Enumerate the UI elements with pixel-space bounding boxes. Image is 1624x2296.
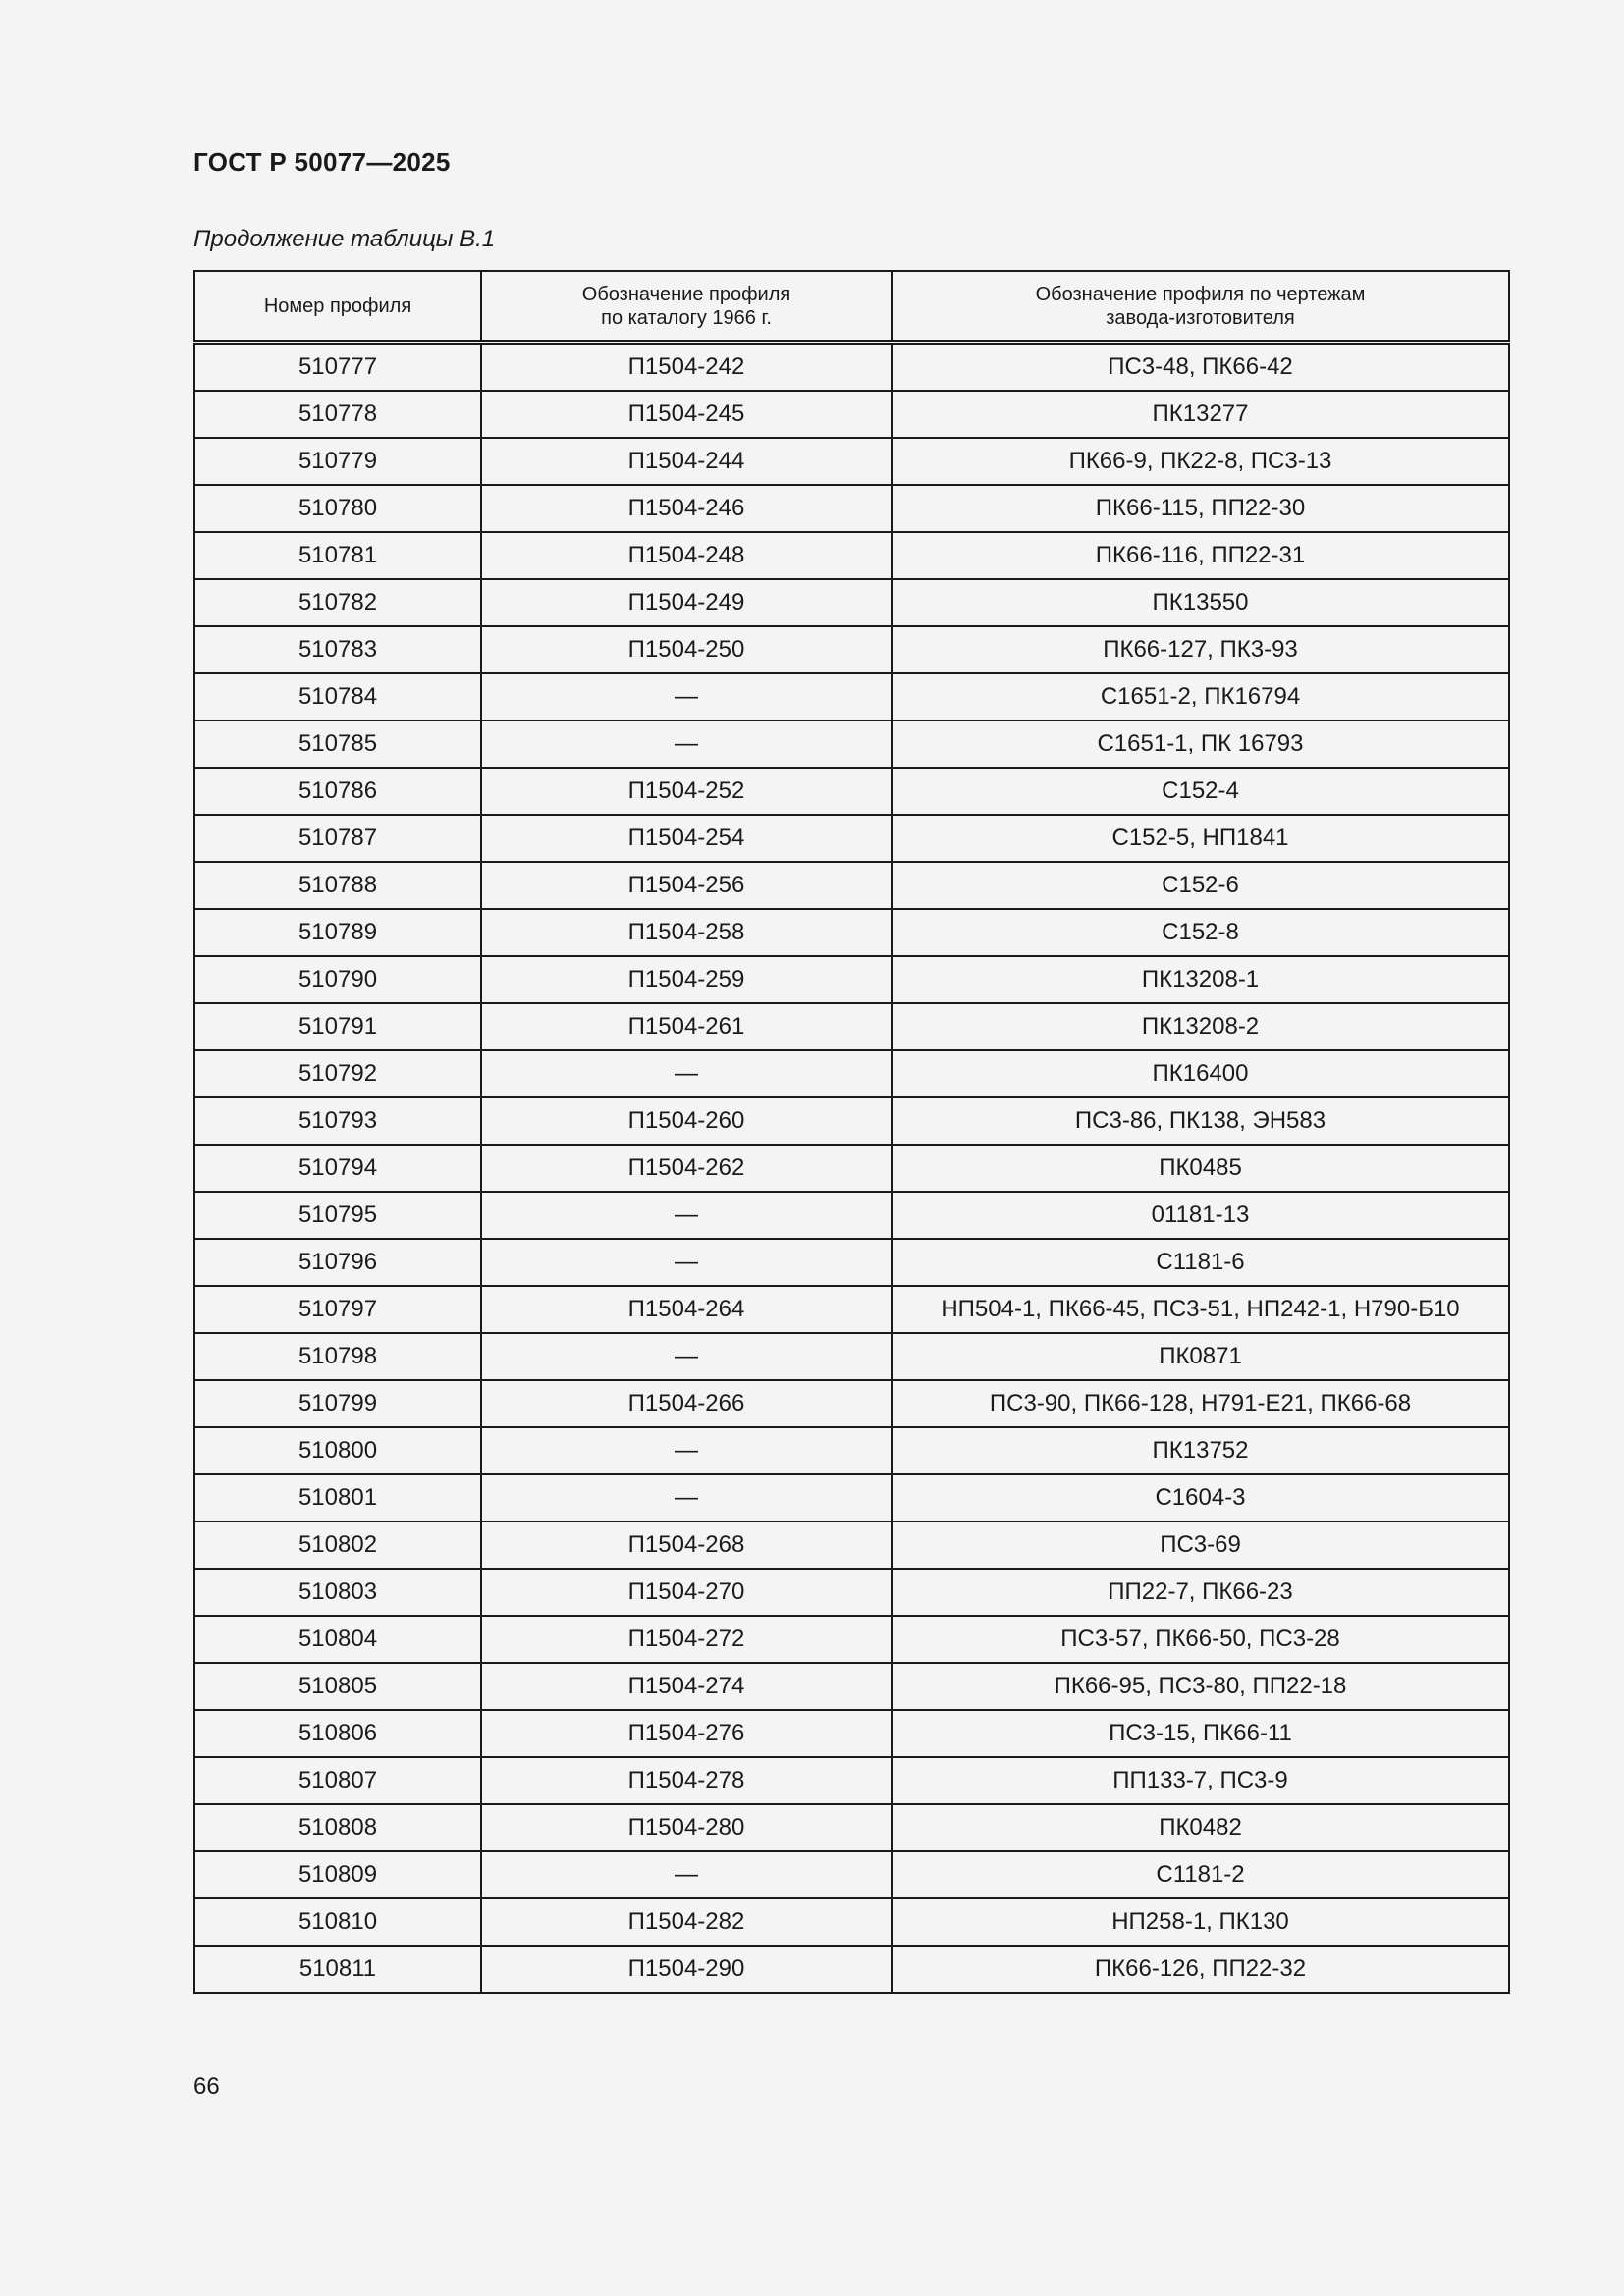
catalog-designation-cell: П1504-268 [481,1522,892,1569]
profile-number-cell: 510791 [194,1003,481,1050]
table-row [194,1003,1509,1050]
catalog-designation-cell: П1504-274 [481,1663,892,1710]
column-header-catalog-1966 [481,271,892,343]
factory-designation-cell: ПК0871 [892,1333,1509,1380]
table-row [194,1757,1509,1804]
catalog-designation-cell: — [481,1239,892,1286]
column-header-factory-drawing [892,271,1509,343]
profile-number-cell: 510800 [194,1427,481,1474]
profile-number-cell: 510809 [194,1851,481,1898]
catalog-designation-cell: П1504-242 [481,343,892,392]
factory-designation-cell: ПП22-7, ПК66-23 [892,1569,1509,1616]
factory-designation-cell: ПК16400 [892,1050,1509,1097]
catalog-designation-cell: П1504-260 [481,1097,892,1145]
profile-number-cell: 510796 [194,1239,481,1286]
profile-number-cell: 510804 [194,1616,481,1663]
factory-designation-cell: НП504-1, ПК66-45, ПС3-51, НП242-1, Н790-Б10 [892,1286,1509,1333]
factory-designation-cell: 01181-13 [892,1192,1509,1239]
catalog-designation-cell: — [481,673,892,721]
table-row [194,1946,1509,1993]
table-row [194,768,1509,815]
profile-number-cell: 510803 [194,1569,481,1616]
table-row [194,1239,1509,1286]
catalog-designation-cell: — [481,1474,892,1522]
factory-designation-cell: ПК0485 [892,1145,1509,1192]
table-row [194,956,1509,1003]
column-header-profile-number [194,271,481,343]
factory-designation-cell: ПС3-15, ПК66-11 [892,1710,1509,1757]
factory-designation-cell: ПС3-90, ПК66-128, Н791-Е21, ПК66-68 [892,1380,1509,1427]
catalog-designation-cell: П1504-280 [481,1804,892,1851]
profile-number-cell: 510807 [194,1757,481,1804]
profile-number-cell: 510805 [194,1663,481,1710]
catalog-designation-cell: П1504-245 [481,391,892,438]
table-row [194,815,1509,862]
table-row [194,1192,1509,1239]
catalog-designation-cell: П1504-249 [481,579,892,626]
factory-designation-cell: С1651-1, ПК 16793 [892,721,1509,768]
catalog-designation-cell: — [481,1851,892,1898]
factory-designation-cell: С152-8 [892,909,1509,956]
table-row [194,1663,1509,1710]
factory-designation-cell: ПК66-126, ПП22-32 [892,1946,1509,1993]
profile-number-cell: 510789 [194,909,481,956]
page-number: 66 [193,2073,220,2100]
table-row [194,909,1509,956]
catalog-designation-cell: П1504-254 [481,815,892,862]
table-row [194,626,1509,673]
column-header-line: Обозначение профиля [581,283,791,305]
profile-number-cell: 510797 [194,1286,481,1333]
factory-designation-cell: НП258-1, ПК130 [892,1898,1509,1946]
profile-table [193,270,1510,1994]
profile-number-cell: 510810 [194,1898,481,1946]
table-body [194,343,1509,1994]
profile-number-cell: 510788 [194,862,481,909]
catalog-designation-cell: П1504-252 [481,768,892,815]
catalog-designation-cell: — [481,721,892,768]
table-row [194,1380,1509,1427]
factory-designation-cell: ПК66-95, ПС3-80, ПП22-18 [892,1663,1509,1710]
profile-number-cell: 510786 [194,768,481,815]
table-header-row [194,271,1509,343]
factory-designation-cell: С1181-6 [892,1239,1509,1286]
profile-number-cell: 510811 [194,1946,481,1993]
catalog-designation-cell: П1504-248 [481,532,892,579]
table-row [194,1097,1509,1145]
catalog-designation-cell: П1504-272 [481,1616,892,1663]
profile-number-cell: 510787 [194,815,481,862]
profile-number-cell: 510808 [194,1804,481,1851]
factory-designation-cell: ПК13277 [892,391,1509,438]
factory-designation-cell: ПК66-116, ПП22-31 [892,532,1509,579]
profile-number-cell: 510784 [194,673,481,721]
factory-designation-cell: С152-5, НП1841 [892,815,1509,862]
table-row [194,721,1509,768]
factory-designation-cell: ПП133-7, ПС3-9 [892,1757,1509,1804]
table-row [194,1898,1509,1946]
catalog-designation-cell: — [481,1192,892,1239]
column-header-line: Обозначение профиля по чертежам [1035,283,1366,305]
column-header-line: по каталогу 1966 г. [601,306,772,329]
table-row [194,1474,1509,1522]
table-row [194,1569,1509,1616]
profile-number-cell: 510777 [194,343,481,392]
profile-number-cell: 510793 [194,1097,481,1145]
catalog-designation-cell: — [481,1333,892,1380]
catalog-designation-cell: П1504-266 [481,1380,892,1427]
table-row [194,391,1509,438]
catalog-designation-cell: П1504-261 [481,1003,892,1050]
factory-designation-cell: С1181-2 [892,1851,1509,1898]
catalog-designation-cell: П1504-282 [481,1898,892,1946]
column-header-line: Номер профиля [263,294,412,317]
catalog-designation-cell: П1504-262 [481,1145,892,1192]
catalog-designation-cell: П1504-256 [481,862,892,909]
table-caption: Продолжение таблицы В.1 [193,226,496,252]
table-row [194,1050,1509,1097]
profile-number-cell: 510790 [194,956,481,1003]
profile-number-cell: 510782 [194,579,481,626]
table-row [194,1804,1509,1851]
table-row [194,343,1509,392]
table-row [194,438,1509,485]
profile-number-cell: 510801 [194,1474,481,1522]
column-header-line: завода-изготовителя [1106,306,1295,329]
profile-number-cell: 510785 [194,721,481,768]
catalog-designation-cell: П1504-259 [481,956,892,1003]
factory-designation-cell: ПС3-86, ПК138, ЭН583 [892,1097,1509,1145]
factory-designation-cell: ПК13208-1 [892,956,1509,1003]
table-row [194,1616,1509,1663]
table-row [194,1522,1509,1569]
catalog-designation-cell: П1504-270 [481,1569,892,1616]
profile-number-cell: 510794 [194,1145,481,1192]
factory-designation-cell: С152-6 [892,862,1509,909]
table-row [194,673,1509,721]
table-row [194,1145,1509,1192]
catalog-designation-cell: П1504-244 [481,438,892,485]
profile-number-cell: 510779 [194,438,481,485]
catalog-designation-cell: П1504-246 [481,485,892,532]
table-row [194,1851,1509,1898]
factory-designation-cell: ПС3-69 [892,1522,1509,1569]
factory-designation-cell: С152-4 [892,768,1509,815]
factory-designation-cell: ПК13550 [892,579,1509,626]
factory-designation-cell: ПК0482 [892,1804,1509,1851]
factory-designation-cell: ПК66-9, ПК22-8, ПС3-13 [892,438,1509,485]
profile-number-cell: 510783 [194,626,481,673]
catalog-designation-cell: П1504-250 [481,626,892,673]
profile-number-cell: 510792 [194,1050,481,1097]
catalog-designation-cell: П1504-258 [481,909,892,956]
factory-designation-cell: ПС3-48, ПК66-42 [892,343,1509,392]
catalog-designation-cell: — [481,1050,892,1097]
profile-number-cell: 510802 [194,1522,481,1569]
table-row [194,485,1509,532]
table-row [194,862,1509,909]
table-row [194,1333,1509,1380]
table-row [194,1286,1509,1333]
profile-number-cell: 510778 [194,391,481,438]
profile-number-cell: 510781 [194,532,481,579]
factory-designation-cell: ПК66-127, ПК3-93 [892,626,1509,673]
document-code: ГОСТ Р 50077—2025 [193,147,451,177]
catalog-designation-cell: — [481,1427,892,1474]
factory-designation-cell: ПК66-115, ПП22-30 [892,485,1509,532]
catalog-designation-cell: П1504-278 [481,1757,892,1804]
factory-designation-cell: ПК13208-2 [892,1003,1509,1050]
profile-number-cell: 510798 [194,1333,481,1380]
profile-number-cell: 510795 [194,1192,481,1239]
factory-designation-cell: ПС3-57, ПК66-50, ПС3-28 [892,1616,1509,1663]
factory-designation-cell: С1651-2, ПК16794 [892,673,1509,721]
factory-designation-cell: С1604-3 [892,1474,1509,1522]
catalog-designation-cell: П1504-290 [481,1946,892,1993]
profile-number-cell: 510799 [194,1380,481,1427]
profile-number-cell: 510806 [194,1710,481,1757]
table-row [194,532,1509,579]
catalog-designation-cell: П1504-276 [481,1710,892,1757]
factory-designation-cell: ПК13752 [892,1427,1509,1474]
table-row [194,579,1509,626]
table-row [194,1710,1509,1757]
table-row [194,1427,1509,1474]
profile-number-cell: 510780 [194,485,481,532]
catalog-designation-cell: П1504-264 [481,1286,892,1333]
